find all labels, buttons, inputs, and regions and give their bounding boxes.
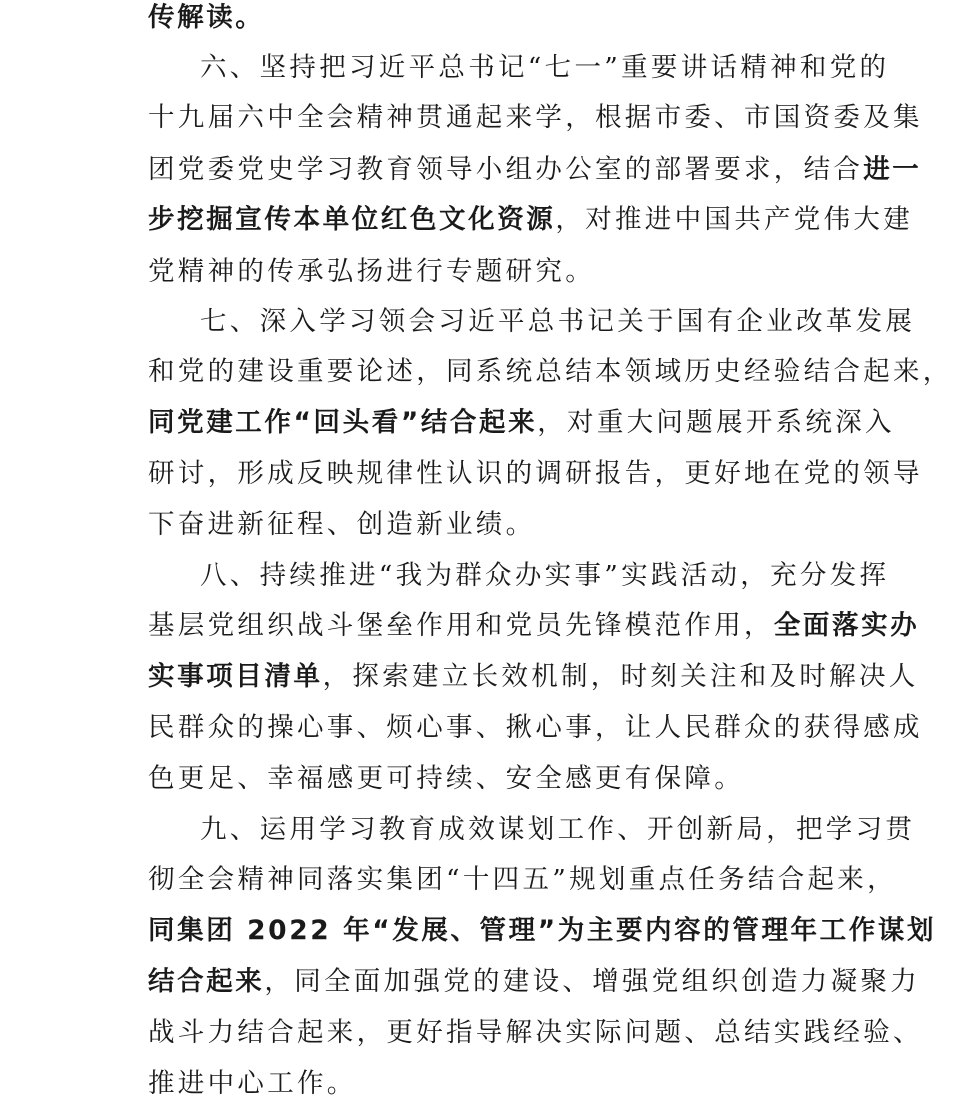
text-line — [148, 1068, 838, 1100]
text-line — [148, 966, 921, 998]
paragraph-9-line — [200, 814, 916, 846]
text: 团党委党史学习教育领导小组办公室的部署要求，结合 — [148, 154, 864, 185]
text: 战斗力结合起来，更好指导解决实际问题、总结实践经验、 — [148, 1017, 923, 1048]
text-line — [148, 407, 895, 439]
text: 和党的建设重要论述，同系统总结本领域历史经验结合起来， — [148, 356, 953, 387]
text-line — [148, 102, 923, 134]
text: 八、持续推进“我为群众办实事”实践活动，充分发挥 — [200, 560, 890, 591]
text-line — [148, 610, 920, 642]
text: 七、深入学习领会习近平总书记关于国有企业改革发展 — [200, 306, 916, 337]
text-line — [148, 2, 838, 34]
text: 推进中心工作。 — [148, 1068, 357, 1099]
bold-text: 全面落实办 — [773, 610, 920, 641]
bold-text: 同集团 2022 年“发展、管理”为主要内容的管理年工作谋划 — [148, 915, 937, 946]
paragraph-7-line — [200, 306, 916, 338]
bold-text: 实事项目清单 — [148, 661, 323, 692]
text-line — [148, 763, 838, 795]
bold-text: 同党建工作“回头看”结合起来 — [148, 407, 538, 438]
paragraph-8-line — [200, 560, 890, 592]
text: ，同全面加强党的建设、增强党组织创造力凝聚力 — [264, 966, 921, 997]
bold-text: 结合起来 — [148, 966, 265, 997]
text-line — [148, 256, 838, 288]
text-line — [148, 661, 919, 693]
text: 民群众的操心事、烦心事、揪心事，让人民群众的获得感成 — [148, 712, 923, 743]
text: 十九届六中全会精神贯通起来学，根据市委、市国资委及集 — [148, 102, 923, 133]
bold-text: 进一 — [863, 154, 922, 185]
text: 九、运用学习教育成效谋划工作、开创新局，把学习贯 — [200, 814, 916, 845]
paragraph-6-line — [200, 52, 890, 84]
text: 党精神的传承弘扬进行专题研究。 — [148, 256, 595, 287]
text-line — [148, 915, 937, 947]
text-line — [148, 458, 923, 490]
text-line — [148, 356, 953, 388]
text: 基层党组织战斗堡垒作用和党员先锋模范作用， — [148, 610, 774, 641]
text-line — [148, 509, 838, 541]
bold-text: 步挖掘宣传本单位红色文化资源 — [148, 204, 556, 235]
text: ，对推进中国共产党伟大建 — [555, 204, 914, 235]
text-line — [148, 204, 914, 236]
text: 六、坚持把习近平总书记“七一”重要讲话精神和党的 — [200, 52, 890, 83]
text: 研讨，形成反映规律性认识的调研报告，更好地在党的领导 — [148, 458, 923, 489]
text-line — [148, 154, 922, 186]
text: ，探索建立长效机制，时刻关注和及时解决人 — [322, 661, 919, 692]
text-line — [148, 1017, 923, 1049]
text-line — [148, 864, 897, 896]
text: ，对重大问题展开系统深入 — [537, 407, 895, 438]
text: 彻全会精神同落实集团“十四五”规划重点任务结合起来， — [148, 864, 897, 895]
bold-text: 传解读。 — [148, 2, 265, 33]
text: 下奋进新征程、创造新业绩。 — [148, 509, 536, 540]
text-line — [148, 712, 923, 744]
text: 色更足、幸福感更可持续、安全感更有保障。 — [148, 763, 744, 794]
